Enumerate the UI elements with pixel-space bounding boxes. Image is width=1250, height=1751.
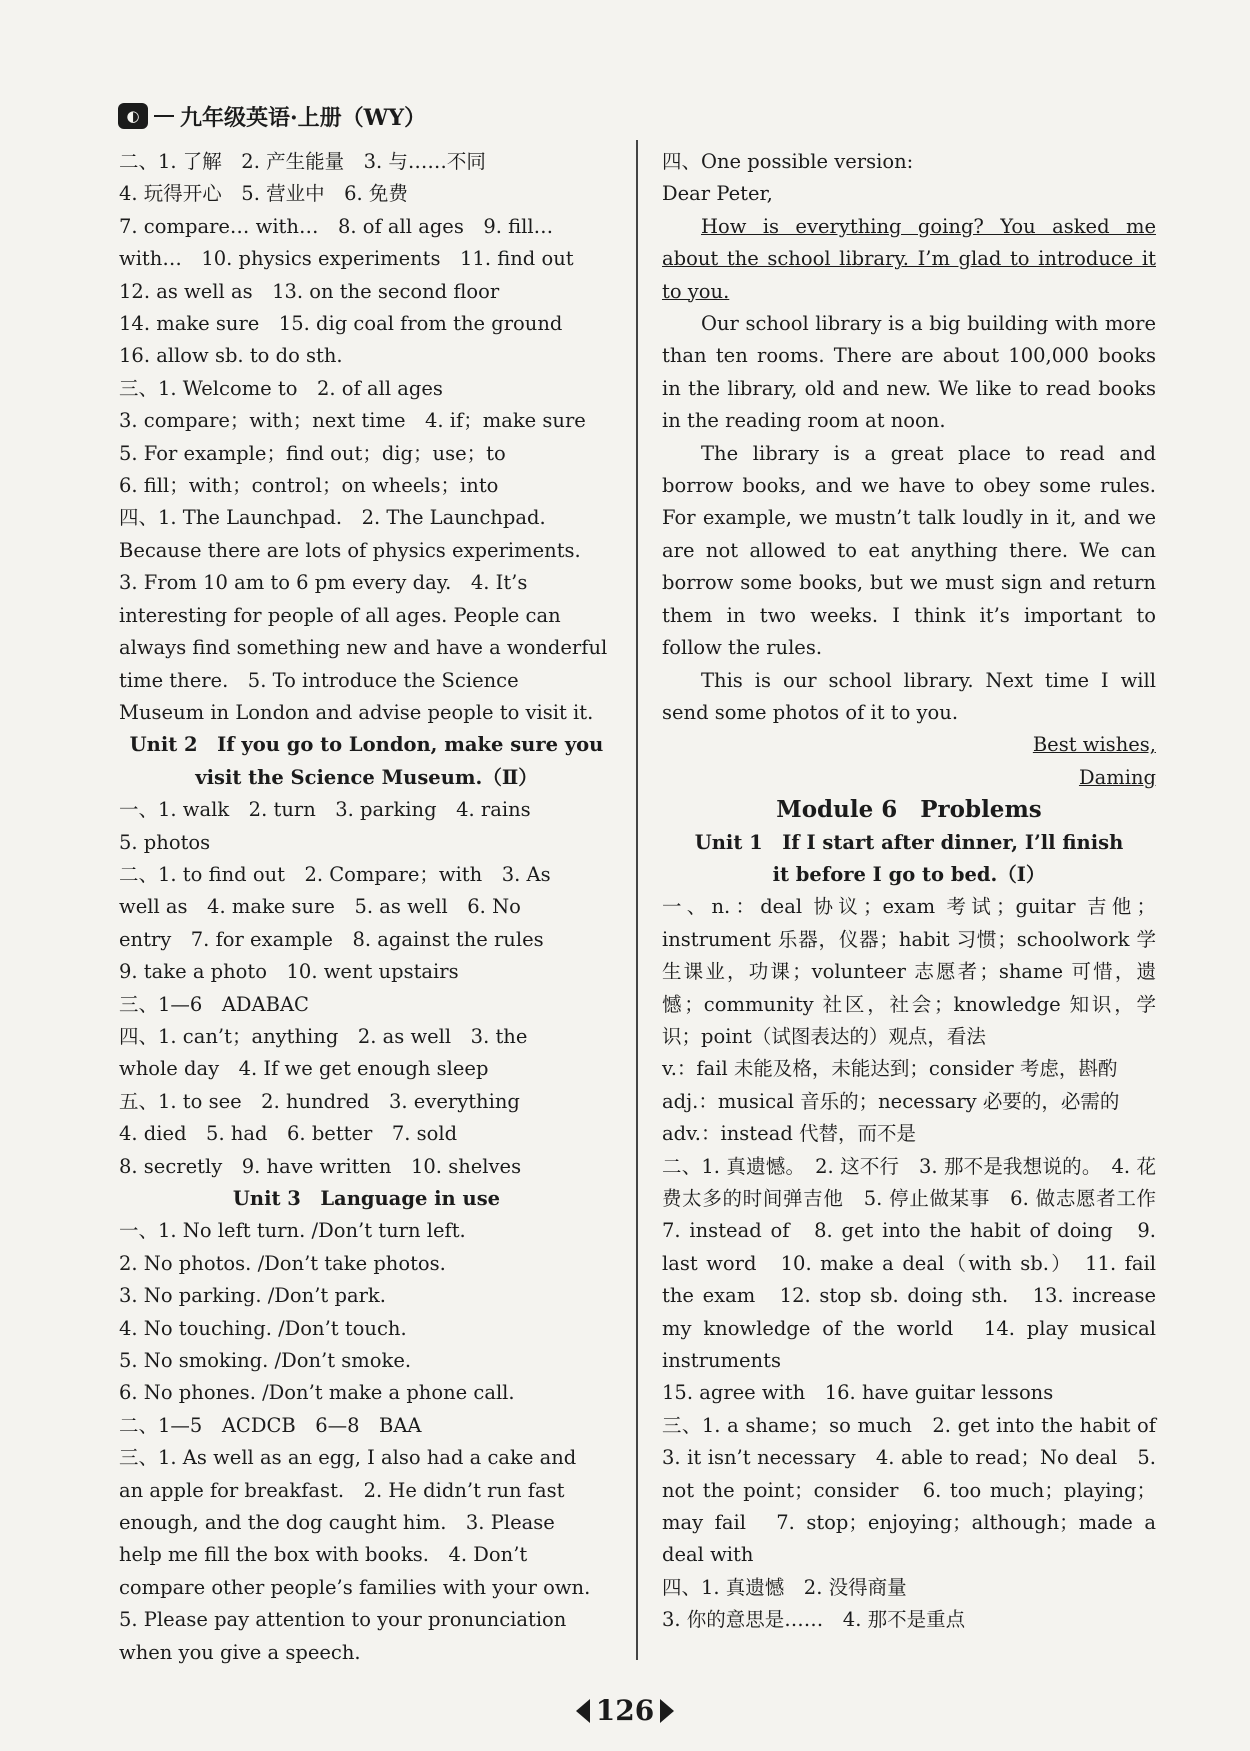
page-footer xyxy=(0,1694,1250,1727)
left-column xyxy=(119,146,614,1669)
answer-line: 5. No smoking. /Don’t smoke. xyxy=(119,1349,412,1373)
book-icon: ◐ xyxy=(118,103,148,129)
letter-intro: 四、One possible version: xyxy=(662,150,914,173)
exercise-two-end: 15. agree with 16. have guitar lessons xyxy=(662,1381,1054,1405)
answer-line: an apple for breakfast. 2. He didn’t run fast xyxy=(119,1478,565,1502)
answer-line: Museum in London and advise people to visit it. xyxy=(119,700,594,724)
letter-greeting: Dear Peter, xyxy=(662,182,773,206)
answer-line: 9. take a photo 10. went upstairs xyxy=(119,960,459,984)
answer-line: 三、1—6 ADABAC xyxy=(119,992,309,1016)
unit2-title-cont: visit the Science Museum.（Ⅱ） xyxy=(195,765,538,789)
answer-line: 二、1. 了解 2. 产生能量 3. 与……不同 xyxy=(119,150,486,173)
answer-line: with… 10. physics experiments 11. find out xyxy=(119,247,574,271)
answer-line: 6. fill；with；control；on wheels；into xyxy=(119,474,499,498)
answer-line: well as 4. make sure 5. as well 6. No xyxy=(119,895,521,919)
answer-line: 四、1. The Launchpad. 2. The Launchpad. xyxy=(119,506,546,530)
answer-line: when you give a speech. xyxy=(119,1640,361,1664)
answer-line: 6. No phones. /Don’t make a phone call. xyxy=(119,1381,515,1405)
answer-line: whole day 4. If we get enough sleep xyxy=(119,1057,489,1081)
answer-line: 三、1. As well as an egg, I also had a cake and xyxy=(119,1446,577,1470)
answer-line: 16. allow sb. to do sth. xyxy=(119,344,343,368)
letter-paragraph: Our school library is a big building with more than ten rooms. There are about 100,000 books in the library, old and new. We like to read books in the reading room at noon. xyxy=(662,312,1156,433)
answer-line: 5. For example；find out；dig；use；to xyxy=(119,441,506,465)
vocab-adjectives: adj.：musical 音乐的；necessary 必要的，必需的 xyxy=(662,1089,1120,1113)
answer-line: 3. compare；with；next time 4. if；make sure xyxy=(119,409,586,433)
exercise-two: 二、1. 真遗憾。 2. 这不行 3. 那不是我想说的。 4. 花费太多的时间弹吉他 5. 停止做某事 6. 做志愿者工作 7. instead of 8. get into the habit of doing 9. last word 10. make a deal（with sb.） 11. fail the exam 12. stop sb. doing sth. 13. increase my knowledge of the world 14. play musical instruments xyxy=(662,1154,1176,1373)
letter-paragraph: How is everything going? You asked me about the school library. I’m glad to introduce it to you. xyxy=(662,214,1156,303)
answer-line: 12. as well as 13. on the second floor xyxy=(119,279,500,303)
answer-line: interesting for people of all ages. People can xyxy=(119,603,561,627)
answer-line: enough, and the dog caught him. 3. Please xyxy=(119,1511,555,1535)
answer-line: 3. No parking. /Don’t park. xyxy=(119,1284,386,1308)
answer-line: 3. From 10 am to 6 pm every day. 4. It’s xyxy=(119,571,528,595)
module-title: Module 6 Problems xyxy=(776,796,1042,824)
answer-line: 三、1. Welcome to 2. of all ages xyxy=(119,376,443,400)
answer-line: 二、1—5 ACDCB 6—8 BAA xyxy=(119,1413,422,1437)
arrow-right-icon xyxy=(660,1699,674,1723)
answer-line: 五、1. to see 2. hundred 3. everything xyxy=(119,1089,520,1113)
answer-line: 4. 玩得开心 5. 营业中 6. 免费 xyxy=(119,182,408,206)
answer-line: 二、1. to find out 2. Compare；with 3. As xyxy=(119,862,551,886)
letter-paragraph: This is our school library. Next time I will send some photos of it to you. xyxy=(662,668,1156,724)
answer-line: 2. No photos. /Don’t take photos. xyxy=(119,1251,446,1275)
answer-line: Because there are lots of physics experiments. xyxy=(119,538,581,562)
unit3-title: Unit 3 Language in use xyxy=(232,1187,501,1210)
page-number: 126 xyxy=(595,1694,655,1727)
answer-line: always find something new and have a wonderful xyxy=(119,636,608,660)
answer-line: 4. No touching. /Don’t touch. xyxy=(119,1316,407,1340)
vocab-verbs: v.：fail 未能及格，未能达到；consider 考虑，斟酌 xyxy=(662,1057,1118,1081)
answer-line: 一、1. walk 2. turn 3. parking 4. rains xyxy=(119,798,531,822)
unit1-title-cont: it before I go to bed.（Ⅰ） xyxy=(772,862,1046,886)
answer-line: 14. make sure 15. dig coal from the ground xyxy=(119,312,563,336)
answer-line: 5. photos xyxy=(119,830,211,854)
unit1-title: Unit 1 If I start after dinner, I’ll finish xyxy=(694,830,1124,854)
exercise-four-cont: 3. 你的意思是…… 4. 那不是重点 xyxy=(662,1608,966,1632)
answer-line: entry 7. for example 8. against the rules xyxy=(119,927,544,951)
vocab-nouns: 一、n.：deal 协议；exam 考试；guitar 吉他；instrument 乐器，仪器；habit 习惯；schoolwork 学生课业，功课；volunteer 志愿者；shame 可惜，遗憾；community 社区，社会；knowledge 知识，学识；point（试图表达的）观点，看法 xyxy=(662,895,1156,1048)
answer-line: 四、1. can’t；anything 2. as well 3. the xyxy=(119,1024,528,1048)
letter-signature: Daming xyxy=(1078,765,1156,789)
right-column xyxy=(662,146,1176,1637)
header-dash xyxy=(154,115,174,117)
exercise-three: 三、1. a shame；so much 2. get into the habit of 3. it isn’t necessary 4. able to read；No deal 5. not the point；consider 6. too much；playing；may fail 7. stop；enjoying；although；made a deal with xyxy=(662,1413,1176,1567)
answer-line: time there. 5. To introduce the Science xyxy=(119,668,519,692)
arrow-left-icon xyxy=(576,1699,590,1723)
answer-line: 5. Please pay attention to your pronunciation xyxy=(119,1608,567,1632)
letter-paragraph: The library is a great place to read and borrow books, and we have to obey some rules. For example, we mustn’t talk loudly in it, and we are not allowed to eat anything there. We can borrow some books, but we must sign and return them in two weeks. I think it’s important to follow the rules. xyxy=(662,441,1156,660)
letter-closing: Best wishes, xyxy=(1032,733,1156,757)
answer-line: 8. secretly 9. have written 10. shelves xyxy=(119,1154,522,1178)
answer-line: help me fill the box with books. 4. Don’t xyxy=(119,1543,528,1567)
answer-line: compare other people’s families with your own. xyxy=(119,1575,591,1599)
column-divider xyxy=(636,140,638,1660)
answer-line: 4. died 5. had 6. better 7. sold xyxy=(119,1122,458,1146)
header-title: 九年级英语·上册（WY） xyxy=(180,104,427,131)
page-header xyxy=(118,98,426,134)
vocab-adverbs: adv.：instead 代替，而不是 xyxy=(662,1122,916,1146)
exercise-four: 四、1. 真遗憾 2. 没得商量 xyxy=(662,1575,907,1599)
unit2-title: Unit 2 If you go to London, make sure you xyxy=(129,733,604,757)
answer-line: 7. compare… with… 8. of all ages 9. fill… xyxy=(119,214,554,238)
answer-line: 一、1. No left turn. /Don’t turn left. xyxy=(119,1219,466,1243)
